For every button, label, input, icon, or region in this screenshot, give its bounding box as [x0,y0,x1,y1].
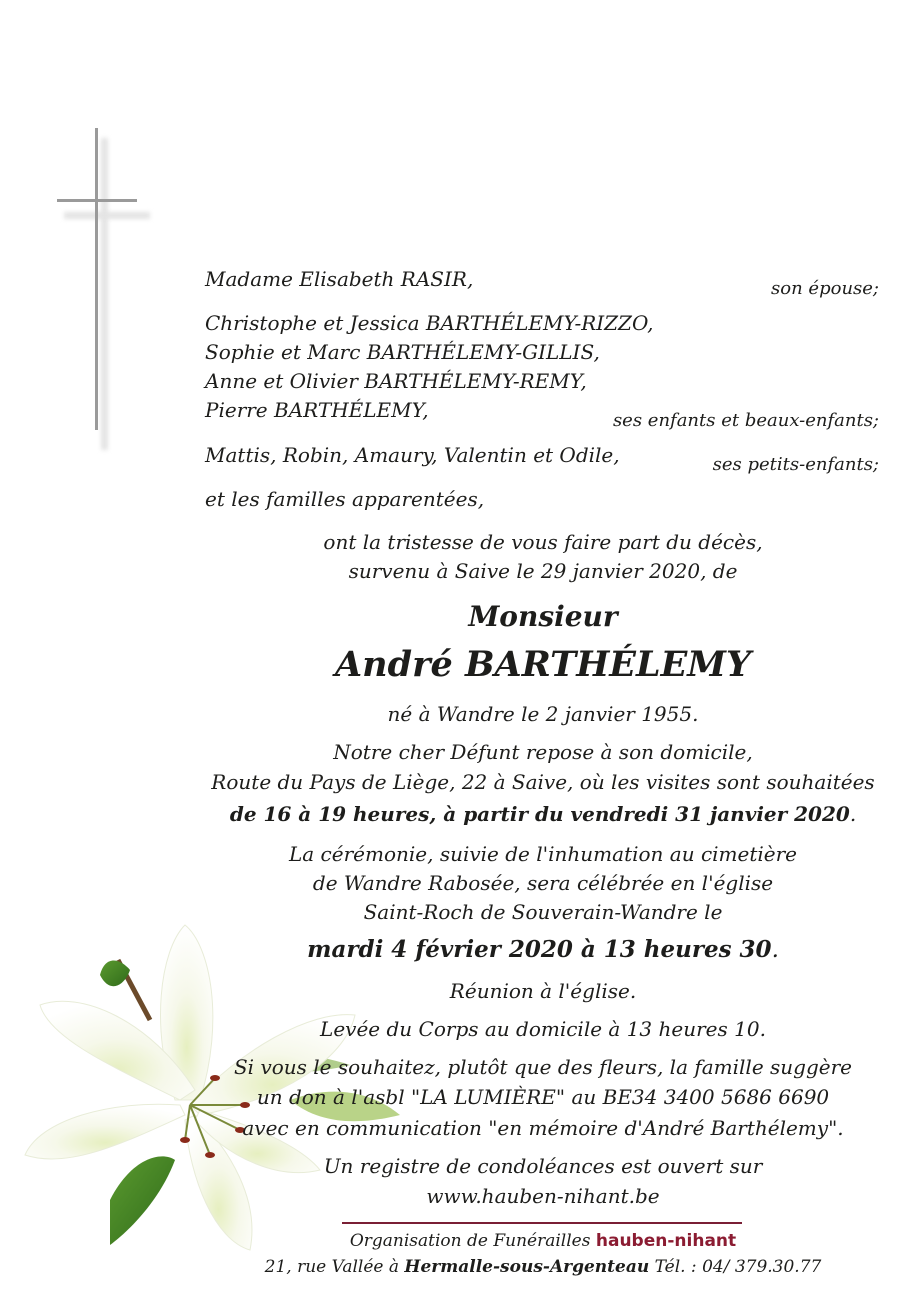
family-grandchildren: Mattis, Robin, Amaury, Valentin et Odile, [205,443,620,467]
visits-line-1: Notre cher Défunt repose à son domicile, [333,740,753,764]
visits-hours-text: de 16 à 19 heures, à partir du vendredi 31 janvier 2020 [229,802,850,826]
registry-line-1: Un registre de condoléances est ouvert sur [323,1154,763,1178]
visits-hours-end: . [849,802,857,826]
visits-hours [200,799,886,829]
ceremony-line-3: Saint-Roch de Souverain-Wandre le [363,900,723,924]
footer-address-prefix: 21, rue Vallée à [264,1257,400,1277]
ceremony-date-end: . [771,937,779,963]
announcement-line-2: survenu à Saive le 29 janvier 2020, de [348,559,738,583]
donation-line-1: Si vous le souhaitez, plutôt que des fleurs, la famille suggère [233,1055,853,1079]
footer-divider [342,1222,742,1224]
deceased-title: Monsieur [468,600,618,633]
donation-line-2: un don à l'asbl "LA LUMIÈRE" au BE34 3400 5686 6690 [256,1085,830,1109]
ceremony-meeting: Réunion à l'église. [449,979,637,1003]
ceremony-line-1: La cérémonie, suivie de l'inhumation au cimetière [288,842,798,866]
footer-address [200,1257,886,1277]
ceremony-line-2: de Wandre Rabosée, sera célébrée en l'église [312,871,774,895]
ceremony-date [200,934,886,966]
ceremony-date-text: mardi 4 février 2020 à 13 heures 30 [307,936,772,963]
family-grandchildren-role: ses petits-enfants; [712,454,879,475]
footer-address-town: Hermalle-sous-Argenteau [404,1257,650,1277]
footer-org-label: Organisation de Funérailles [349,1231,591,1251]
registry-url[interactable]: www.hauben-nihant.be [426,1184,660,1208]
family-spouse: Madame Elisabeth RASIR, [205,267,474,291]
announcement-line-1: ont la tristesse de vous faire part du décès, [323,530,763,554]
deceased-birth: né à Wandre le 2 janvier 1955. [387,702,699,726]
brand-logo: hauben-nihant [595,1231,737,1251]
footer-phone: Tél. : 04/ 379.30.77 [654,1257,822,1277]
family-relatives: et les familles apparentées, [205,487,485,511]
family-child-2: Sophie et Marc BARTHÉLEMY-GILLIS, [205,340,600,364]
family-spouse-role: son épouse; [771,278,879,299]
family-child-3: Anne et Olivier BARTHÉLEMY-REMY, [205,369,587,393]
family-children-role: ses enfants et beaux-enfants; [612,410,879,431]
family-child-1: Christophe et Jessica BARTHÉLEMY-RIZZO, [205,311,654,335]
ceremony-levee: Levée du Corps au domicile à 13 heures 10. [320,1017,766,1041]
visits-line-2: Route du Pays de Liège, 22 à Saive, où les visites sont souhaitées [211,770,875,794]
footer-organisation [200,1231,886,1251]
family-child-4: Pierre BARTHÉLEMY, [205,398,429,422]
donation-line-3: avec en communication "en mémoire d'André Barthélemy". [242,1116,844,1140]
deceased-name: André BARTHÉLEMY [335,644,751,685]
